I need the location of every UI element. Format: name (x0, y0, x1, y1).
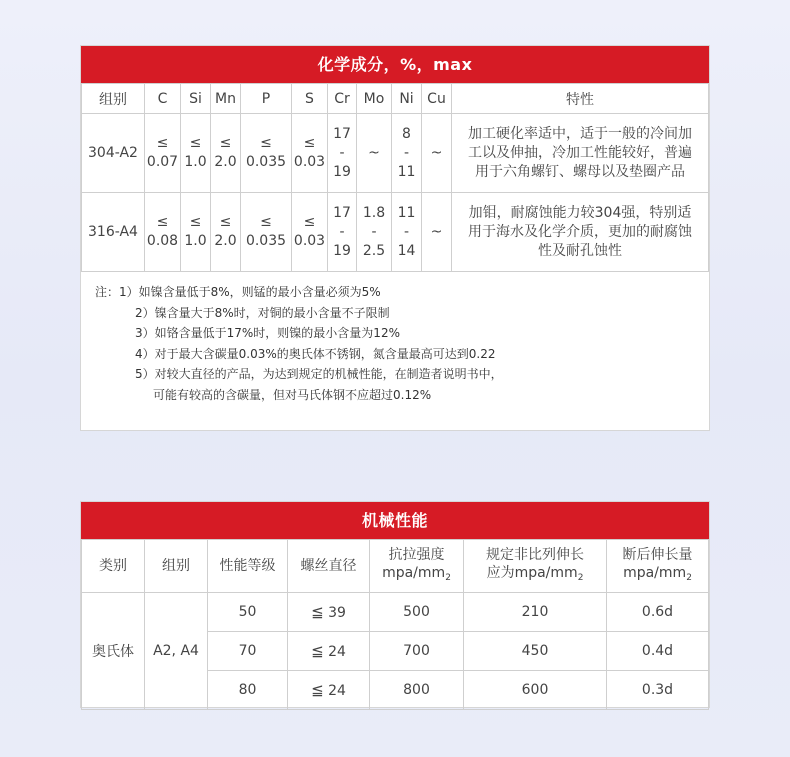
header-mn: Mn (211, 84, 241, 114)
header-p: P (241, 84, 292, 114)
header-grade: 性能等级 (208, 540, 288, 593)
chemical-composition-card (80, 45, 710, 431)
diameter-cell: ≦ 39 (288, 593, 370, 632)
yield-cell: 210 (464, 593, 607, 632)
header-yield: 规定非比列伸长 应为mpa/$mm_2$ (464, 540, 607, 593)
grade-cell: 80 (208, 671, 288, 710)
header-si: Si (181, 84, 211, 114)
header-group: 组别 (82, 84, 145, 114)
p-cell: ≤ 0.035 (241, 114, 292, 193)
property-desc: 加工硬化率适中，适于一般的冷间加 工以及伸抽，冷加工性能较好，普遍 用于六角螺钉、螺母以及垫圈产品 (452, 114, 709, 193)
header-c: C (145, 84, 181, 114)
chem-table (81, 83, 709, 272)
p-cell: ≤ 0.035 (241, 193, 292, 272)
elongation-cell: 0.4d (607, 632, 709, 671)
header-ni: Ni (392, 84, 422, 114)
note-1: 注：1）如镍含量低于8%，则锰的最小含量必须为5% (95, 285, 381, 299)
elongation-cell: 0.6d (607, 593, 709, 632)
si-cell: ≤ 1.0 (181, 114, 211, 193)
cr-cell: 17 - 19 (328, 193, 357, 272)
diameter-cell: ≦ 24 (288, 671, 370, 710)
note-4: 4）对于最大含碳量0.03%的奥氏体不锈钢，氮含量最高可达到0.22 (135, 346, 496, 361)
group-cell: A2, A4 (145, 593, 208, 710)
c-cell: ≤ 0.07 (145, 114, 181, 193)
header-s: S (292, 84, 328, 114)
tensile-cell: 500 (370, 593, 464, 632)
notes-section (81, 272, 709, 405)
mech-title: 机械性能 (81, 502, 709, 539)
header-cu: Cu (422, 84, 452, 114)
mechanical-properties-card (80, 501, 710, 708)
note-5: 5）对较大直径的产品，为达到规定的机械性能，在制造者说明书中， (135, 367, 503, 381)
mo-cell: ~ (357, 114, 392, 193)
chem-row-316 (82, 193, 709, 272)
cu-cell: ~ (422, 193, 452, 272)
header-cr: Cr (328, 84, 357, 114)
si-cell: ≤ 1.0 (181, 193, 211, 272)
header-mo: Mo (357, 84, 392, 114)
header-group: 组别 (145, 540, 208, 593)
mn-cell: ≤ 2.0 (211, 193, 241, 272)
chem-header-row (82, 84, 709, 114)
header-property: 特性 (452, 84, 709, 114)
mech-table (81, 539, 709, 710)
s-cell: ≤ 0.03 (292, 193, 328, 272)
group-cell: 304-A2 (82, 114, 145, 193)
header-elongation: 断后伸长量 mpa/$mm_2$ (607, 540, 709, 593)
header-tensile: 抗拉强度 mpa/$mm_2$ (370, 540, 464, 593)
tensile-cell: 800 (370, 671, 464, 710)
s-cell: ≤ 0.03 (292, 114, 328, 193)
note-3: 3）如铬含量低于17%时，则镍的最小含量为12% (135, 326, 400, 340)
c-cell: ≤ 0.08 (145, 193, 181, 272)
grade-cell: 70 (208, 632, 288, 671)
mo-cell: 1.8 - 2.5 (357, 193, 392, 272)
mn-cell: ≤ 2.0 (211, 114, 241, 193)
diameter-cell: ≦ 24 (288, 632, 370, 671)
tensile-cell: 700 (370, 632, 464, 671)
cu-cell: ~ (422, 114, 452, 193)
yield-cell: 600 (464, 671, 607, 710)
mech-row (82, 593, 709, 632)
note-5-cont: 可能有较高的含碳量，但对马氏体钢不应超过0.12% (153, 387, 432, 402)
ni-cell: 8 - 11 (392, 114, 422, 193)
property-desc: 加钼，耐腐蚀能力较304强，特别适 用于海水及化学介质，更加的耐腐蚀 性及耐孔蚀性 (452, 193, 709, 272)
elongation-cell: 0.3d (607, 671, 709, 710)
yield-cell: 450 (464, 632, 607, 671)
ni-cell: 11 - 14 (392, 193, 422, 272)
chem-title: 化学成分，%，max (81, 46, 709, 83)
category-cell: 奥氏体 (82, 593, 145, 710)
note-2: 2）镍含量大于8%时，对铜的最小含量不子限制 (135, 305, 390, 320)
grade-cell: 50 (208, 593, 288, 632)
header-diameter: 螺丝直径 (288, 540, 370, 593)
chem-row-304 (82, 114, 709, 193)
cr-cell: 17 - 19 (328, 114, 357, 193)
header-category: 类别 (82, 540, 145, 593)
mech-header-row (82, 540, 709, 593)
group-cell: 316-A4 (82, 193, 145, 272)
